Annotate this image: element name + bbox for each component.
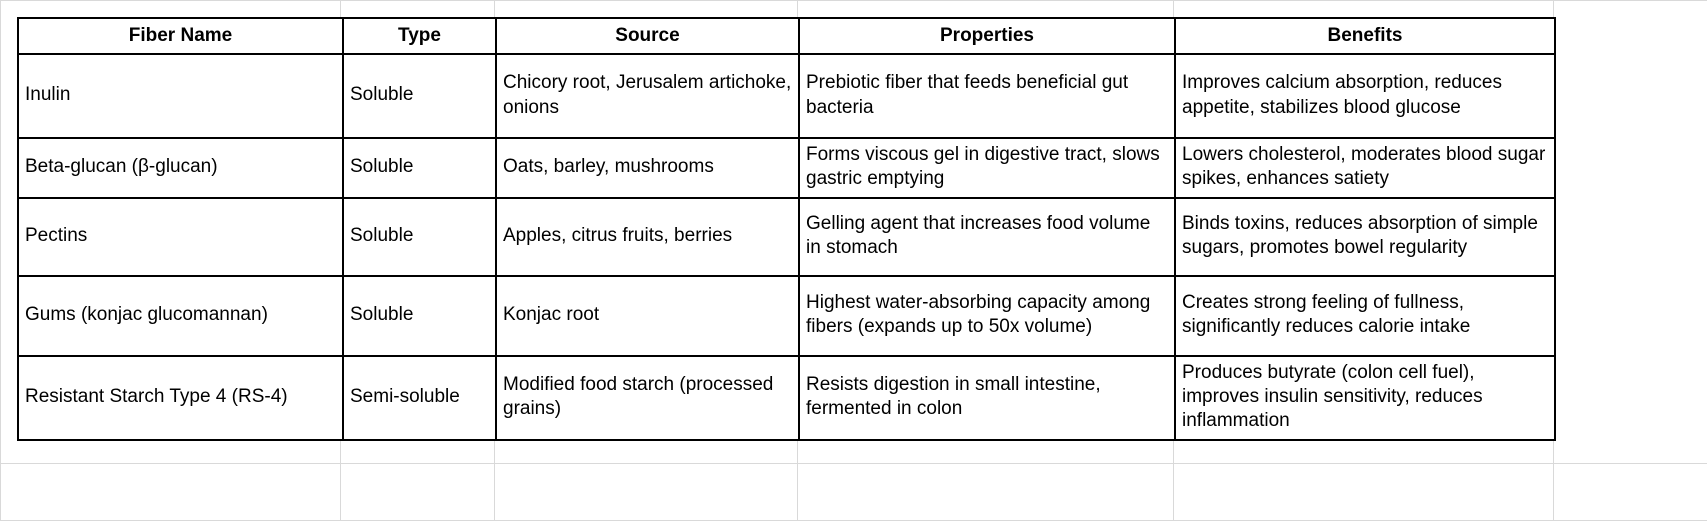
cell-benefits: Binds toxins, reduces absorption of simple sugars, promotes bowel regularity — [1175, 198, 1555, 276]
cell-source: Modified food starch (processed grains) — [496, 356, 799, 440]
cell-fiber-name: Gums (konjac glucomannan) — [18, 276, 343, 356]
cell-type: Soluble — [343, 54, 496, 138]
cell-properties: Forms viscous gel in digestive tract, slows gastric emptying — [799, 138, 1175, 198]
cell-fiber-name: Resistant Starch Type 4 (RS-4) — [18, 356, 343, 440]
fiber-table — [17, 17, 1556, 441]
cell-source: Chicory root, Jerusalem artichoke, onions — [496, 54, 799, 138]
table-row — [18, 276, 1555, 356]
cell-properties: Gelling agent that increases food volume in stomach — [799, 198, 1175, 276]
cell-fiber-name: Beta-glucan (β-glucan) — [18, 138, 343, 198]
column-header-source: Source — [496, 18, 799, 54]
cell-type: Semi-soluble — [343, 356, 496, 440]
cell-type: Soluble — [343, 276, 496, 356]
cell-properties: Resists digestion in small intestine, fermented in colon — [799, 356, 1175, 440]
cell-properties: Prebiotic fiber that feeds beneficial gut bacteria — [799, 54, 1175, 138]
cell-type: Soluble — [343, 198, 496, 276]
cell-benefits: Lowers cholesterol, moderates blood sugar spikes, enhances satiety — [1175, 138, 1555, 198]
table-row — [18, 138, 1555, 198]
cell-fiber-name: Pectins — [18, 198, 343, 276]
table-row — [18, 198, 1555, 276]
table-header-row — [18, 18, 1555, 54]
cell-source: Konjac root — [496, 276, 799, 356]
cell-type: Soluble — [343, 138, 496, 198]
cell-properties: Highest water-absorbing capacity among fibers (expands up to 50x volume) — [799, 276, 1175, 356]
column-header-properties: Properties — [799, 18, 1175, 54]
column-header-benefits: Benefits — [1175, 18, 1555, 54]
fiber-table-container — [17, 17, 1554, 441]
cell-source: Oats, barley, mushrooms — [496, 138, 799, 198]
cell-benefits: Creates strong feeling of fullness, significantly reduces calorie intake — [1175, 276, 1555, 356]
cell-benefits: Improves calcium absorption, reduces appetite, stabilizes blood glucose — [1175, 54, 1555, 138]
column-header-type: Type — [343, 18, 496, 54]
table-row — [18, 54, 1555, 138]
column-header-fiber-name: Fiber Name — [18, 18, 343, 54]
table-row — [18, 356, 1555, 440]
cell-fiber-name: Inulin — [18, 54, 343, 138]
cell-benefits: Produces butyrate (colon cell fuel), improves insulin sensitivity, reduces inflammation — [1175, 356, 1555, 440]
cell-source: Apples, citrus fruits, berries — [496, 198, 799, 276]
